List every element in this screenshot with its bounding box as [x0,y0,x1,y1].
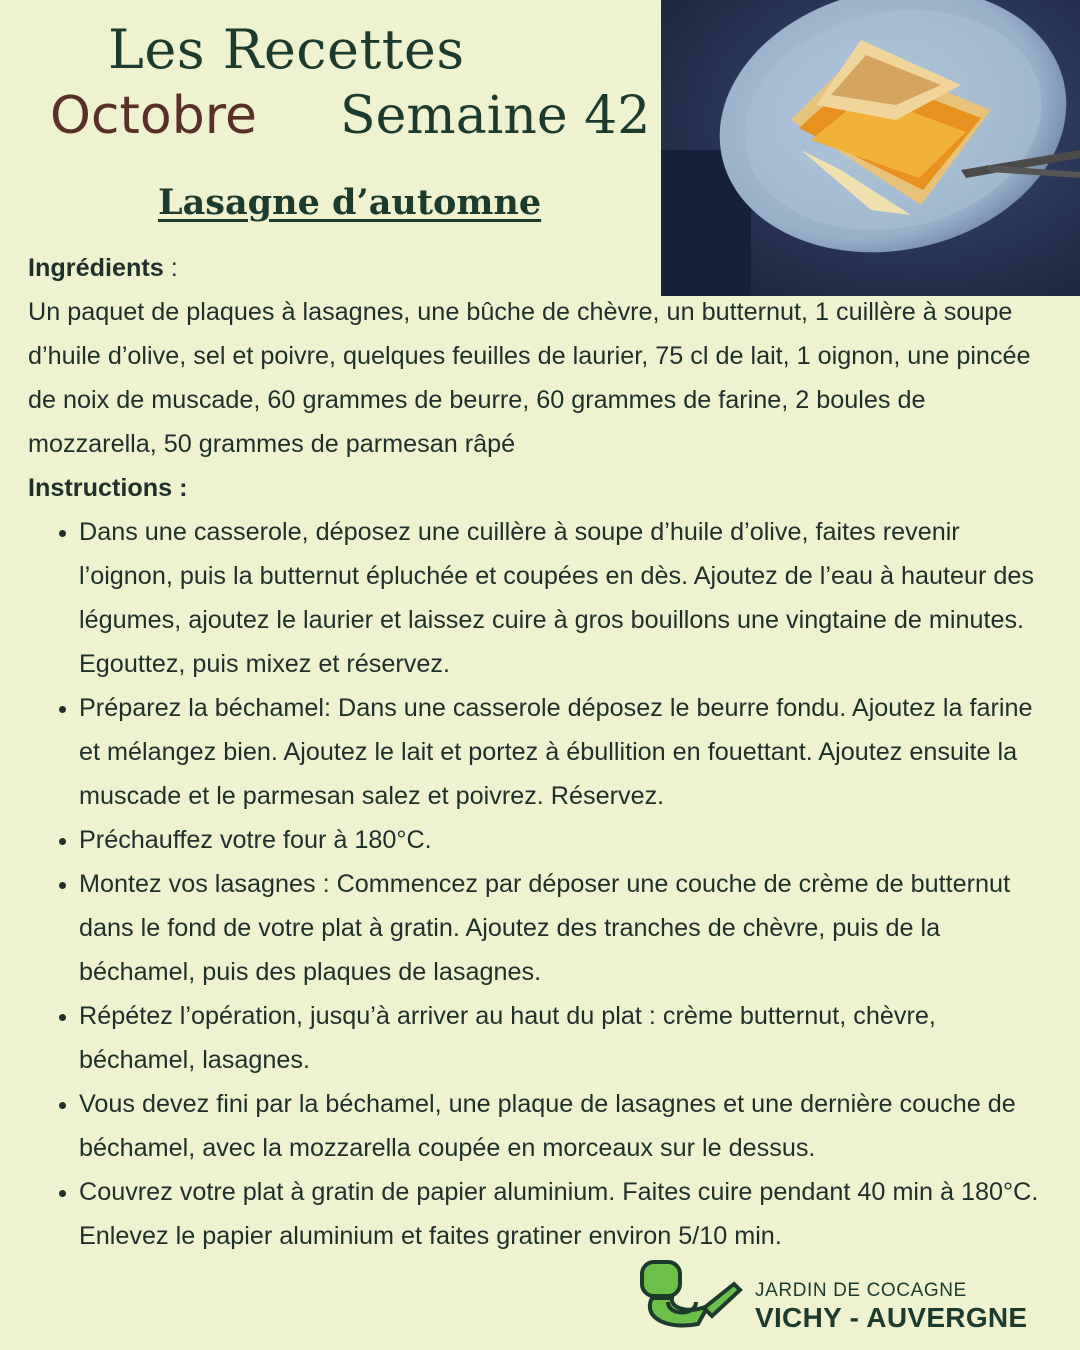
instruction-step: • Dans une casserole, déposez une cuillère à soupe d’huile d’olive, faites revenir l’oignon, puis la butternut épluchée et coupées en dès. Ajoutez de l’eau à hauteur des légumes, ajoutez le laurier et laissez cuire à gros bouillons une vingtaine de minutes. Egouttez, puis mixez et réservez. [79,510,1058,686]
instruction-step: • Préchauffez votre four à 180°C. [79,818,1058,862]
brand-logo [638,1258,1058,1338]
logo-line2: VICHY - AUVERGNE [755,1302,1028,1333]
instruction-step: • Vous devez fini par la béchamel, une plaque de lasagnes et une dernière couche de béchamel, avec la mozzarella coupée en morceaux sur le dessus. [79,1082,1058,1170]
logo-line1: JARDIN DE COCAGNE [755,1280,967,1301]
ingredients-colon: : [163,254,178,282]
instruction-step: • Préparez la béchamel: Dans une casserole déposez le beurre fondu. Ajoutez la farine et mélangez bien. Ajoutez le lait et portez à ébullition en fouettant. Ajoutez ensuite la muscade et le parmesan salez et poivrez. Réservez. [79,686,1058,818]
watering-can-icon [638,1258,748,1338]
page-title: Les Recettes [108,18,465,81]
recipe-content [28,246,1058,1258]
instructions-heading: Instructions : [28,474,188,502]
recipe-title: Lasagne d’automne [158,182,542,223]
month-label: Octobre [50,86,257,146]
ingredients-label: Ingrédients [28,254,164,282]
instruction-step: • Répétez l’opération, jusqu’à arriver au haut du plat : crème butternut, chèvre, béchamel, lasagnes. [79,994,1058,1082]
ingredients-heading [28,246,1058,290]
instruction-step: • Couvrez votre plat à gratin de papier aluminium. Faites cuire pendant 40 min à 180°C. Enlevez le papier aluminium et faites gratiner environ 5/10 min. [79,1170,1058,1258]
week-label: Semaine 42 [340,86,651,146]
instruction-step: • Montez vos lasagnes : Commencez par déposer une couche de crème de butternut dans le fond de votre plat à gratin. Ajoutez des tranches de chèvre, puis de la béchamel, puis des plaques de lasagnes. [79,862,1058,994]
ingredients-text: Un paquet de plaques à lasagnes, une bûche de chèvre, un butternut, 1 cuillère à soupe d’huile d’olive, sel et poivre, quelques feuilles de laurier, 75 cl de lait, 1 oignon, une pincée de noix de muscade, 60 grammes de beurre, 60 grammes de farine, 2 boules de mozzarella, 50 grammes de parmesan râpé [28,298,1031,458]
instructions-list [28,510,1058,1258]
